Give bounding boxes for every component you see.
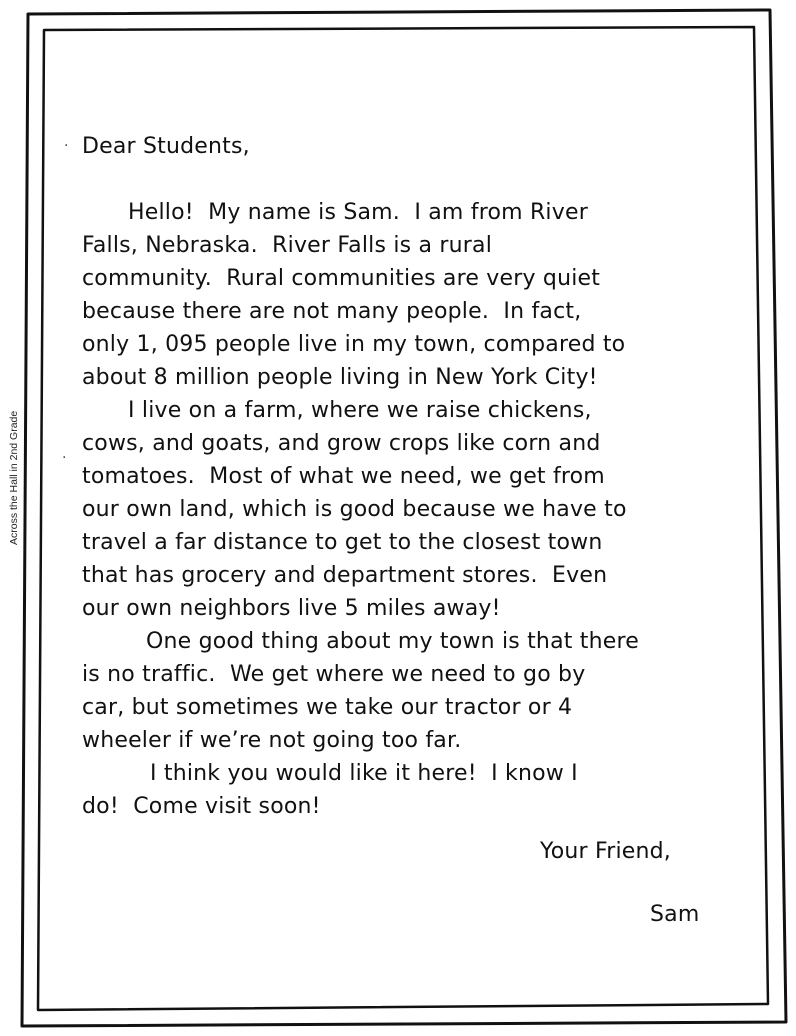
closing: Your Friend, [540,839,672,864]
letter-line: One good thing about my town is that there [146,629,639,654]
letter-line: about 8 million people living in New York City! [82,365,598,390]
letter-line: cows, and goats, and grow crops like corn and [82,431,601,456]
letter-line: because there are not many people. In fact, [82,299,582,324]
greeting: Dear Students, [82,134,250,159]
side-credit: Across the Hall in 2nd Grade [8,410,20,545]
letter-line: community. Rural communities are very quiet [82,266,601,291]
letter-line: car, but sometimes we take our tractor or 4 [82,695,573,720]
letter-line: I think you would like it here! I know I [150,761,578,786]
outer-border [22,10,786,1026]
letter-line: Hello! My name is Sam. I am from River [128,200,588,225]
letter-line: do! Come visit soon! [82,794,321,819]
letter-line: tomatoes. Most of what we need, we get from [82,464,605,489]
letter-line: wheeler if we’re not going too far. [82,728,462,753]
stray-mark: · [64,138,69,154]
letter-line: only 1, 095 people live in my town, compared to [82,332,626,357]
letter-line: that has grocery and department stores. Even [82,563,608,588]
letter-line: travel a far distance to get to the closest town [82,530,603,555]
inner-border [38,27,768,1010]
letter-line: I live on a farm, where we raise chickens, [128,398,592,423]
letter-line: is no traffic. We get where we need to go by [82,662,586,687]
letter-line: our own land, which is good because we have to [82,497,627,522]
letter-line: our own neighbors live 5 miles away! [82,596,501,621]
letter-line: Falls, Nebraska. River Falls is a rural [82,233,493,258]
signature: Sam [650,902,700,927]
stray-mark: · [62,450,67,466]
